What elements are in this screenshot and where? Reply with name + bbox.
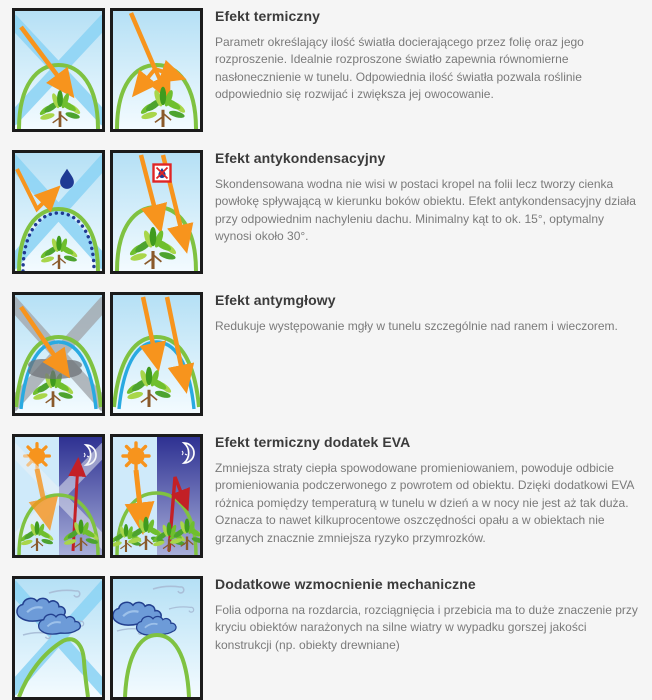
light-diffusion-illustration	[110, 8, 203, 132]
feature-section-thermal	[12, 8, 644, 132]
no-light-diffusion-icon	[15, 11, 102, 129]
section-body: Zmniejsza straty ciepła spowodowane promieniowaniem, powoduje odbicie promieniowania podczerwonego z powrotem od obiektu. Dzięki dodatkowi EVA różnica pomiędzy temperaturą w tunelu w dzień a w nocy nie jest aż tak duża. Oznacza to nawet kilkuprocentowe oszczędności opału a w obiektach nie grzanych znacznie zmniejsza ryzyko przymrozków.	[215, 461, 634, 545]
feature-text	[215, 292, 644, 416]
section-title: Dodatkowe wzmocnienie mechaniczne	[215, 576, 476, 592]
feature-section-eva	[12, 434, 644, 558]
wind-resistant-illustration	[110, 576, 203, 700]
no-condensation-icon	[113, 153, 200, 271]
illustration-pair	[12, 8, 203, 132]
no-drop-badge-icon	[154, 165, 171, 182]
feature-text	[215, 434, 644, 558]
light-diffusion-icon	[113, 11, 200, 129]
no-fog-icon	[113, 295, 200, 413]
condensation-droplets-icon	[15, 153, 102, 271]
condensation-droplets-illustration	[12, 150, 105, 274]
feature-section-antifog	[12, 292, 644, 416]
section-body: Parametr określający ilość światła docierającego przez folię oraz jego rozproszenie. Idealnie rozproszone światło zapewnia równomierne nasłonecznienie w tunelu. Odpowiednia ilość światła pozwala roślinie odpowiednio się rozwijać i zwiększa jej owocowanie.	[215, 35, 584, 102]
section-title: Efekt termiczny dodatek EVA	[215, 434, 411, 450]
section-title: Efekt antykondensacyjny	[215, 150, 386, 166]
no-light-diffusion-illustration	[12, 8, 105, 132]
section-title: Efekt termiczny	[215, 8, 320, 24]
feature-section-anticondensation	[12, 150, 644, 274]
wind-resistant-icon	[113, 579, 200, 697]
fog-in-tunnel-icon	[15, 295, 102, 413]
wind-damage-icon	[15, 579, 102, 697]
feature-text	[215, 576, 644, 700]
heat-reflection-icon	[113, 437, 200, 555]
feature-section-mechanical	[12, 576, 644, 700]
heat-loss-icon	[15, 437, 102, 555]
no-fog-illustration	[110, 292, 203, 416]
heat-reflection-day-night-illustration	[110, 434, 203, 558]
no-condensation-illustration	[110, 150, 203, 274]
feature-text	[215, 8, 644, 132]
feature-text	[215, 150, 644, 274]
heat-loss-day-night-illustration	[12, 434, 105, 558]
illustration-pair	[12, 292, 203, 416]
illustration-pair	[12, 150, 203, 274]
wind-damage-illustration	[12, 576, 105, 700]
section-title: Efekt antymgłowy	[215, 292, 336, 308]
illustration-pair	[12, 576, 203, 700]
illustration-pair	[12, 434, 203, 558]
section-body: Folia odporna na rozdarcia, rozciągnięcia i przebicia ma to duże znaczenie przy kryciu obiektów narażonych na silne wiatry w wypadku gorszej jakości konstrukcji (np. obiekty drewniane)	[215, 603, 638, 652]
fog-in-tunnel-illustration	[12, 292, 105, 416]
section-body: Redukuje występowanie mgły w tunelu szczególnie nad ranem i wieczorem.	[215, 319, 618, 333]
section-body: Skondensowana wodna nie wisi w postaci kropel na folii lecz tworzy cienka powłokę spływającą w kierunku boków obiektu. Efekt antykondensacyjny działa przy odpowiednim nachyleniu dachu. Minimalny kąt to ok. 15°, optymalny wynosi około 30°.	[215, 177, 636, 244]
sun-icon	[123, 443, 149, 469]
